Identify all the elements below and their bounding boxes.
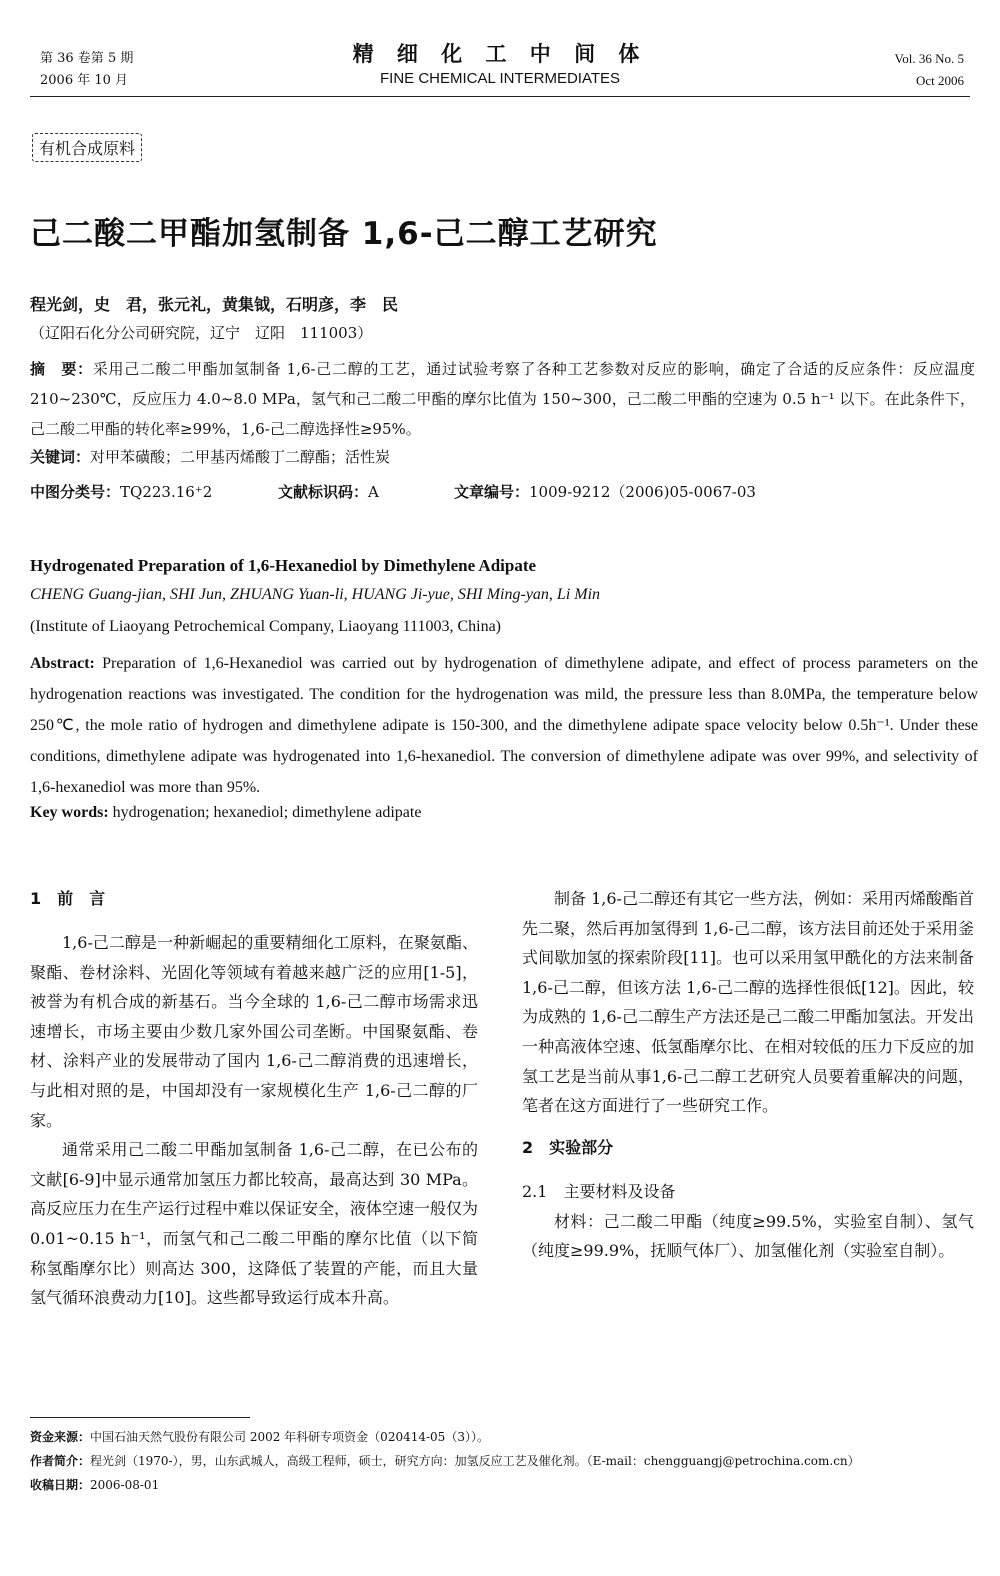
clc-label: 中图分类号：: [30, 483, 121, 501]
clc-value: TQ223.16⁺2: [120, 483, 213, 501]
journal-title-cn: 精 细 化 工 中 间 体: [352, 42, 648, 66]
section-1-heading: 1 前 言: [30, 889, 106, 908]
keywords-en-label: Key words:: [30, 804, 109, 821]
header-volume-block: [895, 48, 964, 92]
section-1-paragraph-2: 通常采用己二酸二甲酯加氢制备 1,6-己二醇，在已公布的文献[6-9]中显示通常加氢压力都比较高，最高达到 30 MPa。高反应压力在生产运行过程中难以保证安全，液体空速一般仅为 0.01~0.15 h⁻¹，而氢气和己二酸二甲酯的摩尔比值（以下简称氢酯摩尔比）则高达 300，这降低了装置的产能，而且大量氢气循环浪费动力[10]。这些都导致运行成本升高。: [30, 1140, 479, 1308]
section-1-paragraph-3: 制备 1,6-己二醇还有其它一些方法，例如：采用丙烯酸酯首先二聚，然后再加氢得到 1,6-己二醇，该方法目前还处于采用釜式间歇加氢的探索阶段[11]。也可以采用氢甲酰化的方法来制备 1,6-己二醇，但该方法 1,6-己二醇的选择性很低[12]。因此，较为成熟的 1,6-己二醇生产方法还是己二酸二甲酯加氢法。开发出一种高液体空速、低氢酯摩尔比、在相对较低的压力下反应的加氢工艺是当前从事1,6-己二醇工艺研究人员要着重解决的问题，笔者在这方面进行了一些研究工作。: [522, 889, 974, 1116]
footnote-author-text: 程光剑（1970-），男，山东武城人，高级工程师，硕士，研究方向：加氢反应工艺及催化剂。（E-mail：chengguangj@petrochina.com.cn）: [90, 1454, 860, 1468]
authors-cn: 程光剑，史 君，张元礼，黄集钺，石明彦，李 民: [30, 295, 399, 314]
header-date-cn: 2006 年 10 月: [40, 73, 129, 88]
header-issue-block: [40, 48, 133, 92]
footnote-author-label: 作者简介：: [30, 1454, 91, 1468]
footnote-fund-text: 中国石油天然气股份有限公司 2002 年科研专项资金（020414-05（3））。: [90, 1430, 489, 1444]
keywords-cn: [30, 446, 390, 467]
clc-number: [30, 481, 278, 502]
abstract-cn-label: 摘 要：: [30, 360, 93, 378]
section-1-paragraph-1: 1,6-己二醇是一种新崛起的重要精细化工原料，在聚氨酯、聚酯、卷材涂料、光固化等领域有着越来越广泛的应用[1-5]，被誉为有机合成的新基石。当今全球的 1,6-己二醇市场需求迅速增长，市场主要由少数几家外国公司垄断。中国聚氨酯、卷材、涂料产业的发展带动了国内 1,6-己二醇消费的迅速增长，与此相对照的是，中国却没有一家规模化生产 1,6-己二醇的厂家。: [30, 933, 478, 1130]
footnotes: [30, 1425, 975, 1497]
header-rule: [30, 96, 970, 97]
section-2-1-heading: 2.1 主要材料及设备: [522, 1181, 676, 1201]
keywords-en: [30, 804, 421, 822]
classification-row: [30, 481, 975, 502]
footnote-author: [30, 1449, 975, 1473]
authors-en: CHENG Guang-jian, SHI Jun, ZHUANG Yuan-li, HUANG Ji-yue, SHI Ming-yan, Li Min: [30, 586, 601, 603]
affiliation-en: (Institute of Liaoyang Petrochemical Company, Liaoyang 111003, China): [30, 618, 501, 635]
journal-masthead: [300, 40, 700, 90]
keywords-cn-label: 关键词：: [30, 448, 91, 466]
footnote-fund-label: 资金来源：: [30, 1430, 91, 1444]
footnote-fund: [30, 1425, 975, 1449]
keywords-cn-text: 对甲苯磺酸；二甲基丙烯酸丁二醇酯；活性炭: [90, 448, 391, 466]
header-date-en: Oct 2006: [915, 73, 964, 88]
journal-title-en: FINE CHEMICAL INTERMEDIATES: [379, 70, 621, 87]
article-title-cn: 己二酸二甲酯加氢制备 1,6-己二醇工艺研究: [30, 216, 658, 252]
section-2-1-paragraph-1: 材料：己二酸二甲酯（纯度≥99.5%，实验室自制）、氢气（纯度≥99.9%，抚顺气体厂）、加氢催化剂（实验室自制）。: [522, 1211, 974, 1261]
body-column-left: [30, 884, 478, 1313]
article-number-label: 文章编号：: [454, 483, 530, 501]
section-2-heading: 2 实验部分: [522, 1137, 614, 1157]
article-number: [454, 481, 756, 502]
document-code: [278, 481, 454, 502]
doc-code-value: A: [368, 483, 379, 501]
column-tag: 有机合成原料: [32, 133, 142, 162]
abstract-en-label: Abstract:: [30, 655, 95, 672]
footnote-received-label: 收稿日期：: [30, 1478, 91, 1492]
body-column-right: [522, 884, 974, 1266]
keywords-en-text: hydrogenation; hexanediol; dimethylene adipate: [112, 804, 422, 821]
article-number-value: 1009-9212（2006)05-0067-03: [529, 483, 756, 501]
footnote-received-text: 2006-08-01: [90, 1478, 160, 1492]
affiliation-cn: （辽阳石化分公司研究院，辽宁 辽阳 111003）: [30, 324, 373, 342]
footnote-received: [30, 1473, 975, 1497]
footnote-rule: [30, 1417, 250, 1418]
abstract-en: [30, 648, 978, 803]
header-issue-cn: 第 36 卷第 5 期: [40, 51, 134, 66]
article-title-en: Hydrogenated Preparation of 1,6-Hexanediol by Dimethylene Adipate: [30, 556, 537, 575]
abstract-cn-text: 采用己二酸二甲酯加氢制备 1,6-己二醇的工艺，通过试验考察了各种工艺参数对反应的影响，确定了合适的反应条件：反应温度 210~230℃，反应压力 4.0~8.0 MPa，氢气和己二酸二甲酯的摩尔比值为 150~300，己二酸二甲酯的空速为 0.5 h⁻¹ 以下。在此条件下，己二酸二甲酯的转化率≥99%，1,6-己二醇选择性≥95%。: [30, 360, 975, 438]
header-volume-en: Vol. 36 No. 5: [894, 51, 964, 66]
abstract-cn: [30, 354, 975, 444]
doc-code-label: 文献标识码：: [278, 483, 369, 501]
abstract-en-text: Preparation of 1,6-Hexanediol was carried out by hydrogenation of dimethylene adipate, and effect of process parameters on the hydrogenation reactions was investigated. The condition for the hydrogenation was mild, the pressure less than 8.0MPa, the temperature below 250℃, the mole ratio of hydrogen and dimethylene adipate is 150-300, and the dimethylene adipate space velocity below 0.5h⁻¹. Under these conditions, dimethylene adipate was hydrogenated into 1,6-hexanediol. The conversion of dimethylene adipate was over 99%, and selectivity of 1,6-hexanediol was more than 95%.: [30, 655, 978, 796]
